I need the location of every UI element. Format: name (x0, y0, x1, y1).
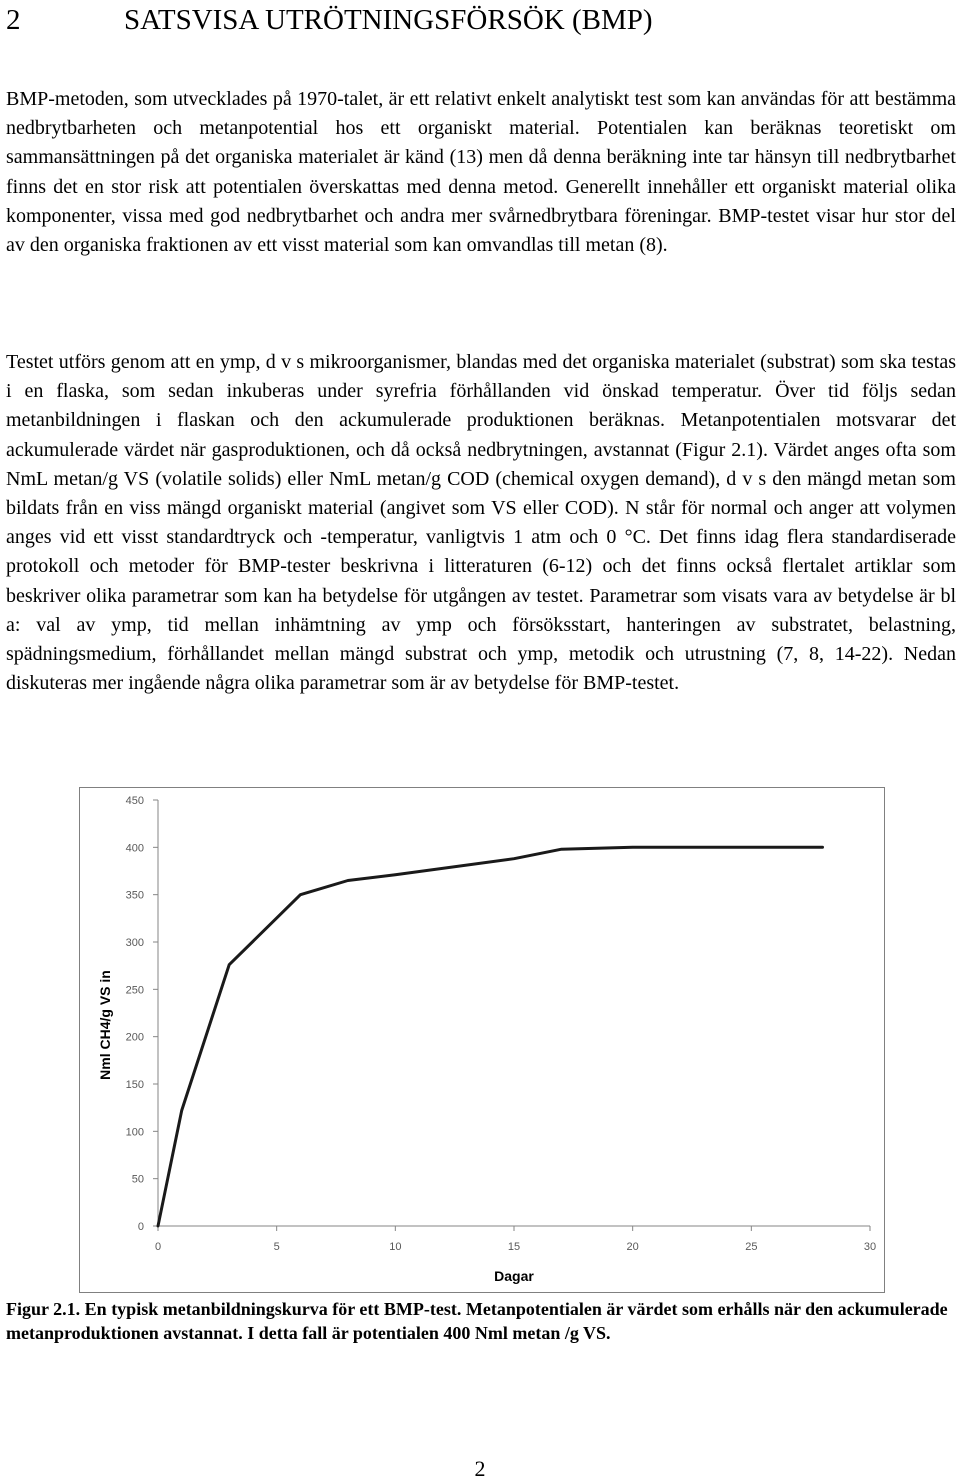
x-tick-label: 15 (507, 1241, 521, 1253)
y-tick-label: 0 (137, 1221, 144, 1233)
section-title: SATSVISA UTRÖTNINGSFÖRSÖK (BMP) (124, 4, 653, 36)
y-tick-label: 150 (125, 1079, 144, 1091)
figure-caption: Figur 2.1. En typisk metanbildningskurva för ett BMP-test. Metanpotentialen är värdet som erhålls när den ackumulerade metanproduktionen avstannat. I detta fall är potentialen 400 Nml metan /g VS. (6, 1299, 948, 1343)
x-tick-label: 10 (389, 1241, 402, 1253)
y-tick-label: 450 (125, 795, 144, 807)
x-tick-label: 25 (745, 1241, 758, 1253)
y-tick-label: 300 (125, 937, 144, 949)
x-tick-label: 30 (863, 1241, 877, 1253)
paragraph-method: Testet utförs genom att en ymp, d v s mikroorganismer, blandas med det organiska materialet (substrat) som ska testas i en flaska, som sedan inkuberas under syrefria förhållanden vid önskad temperatur. Över tid följs sedan metanbildningen i flaskan och den ackumulerade produktionen beräknas. Metanpotentialen motsvarar det ackumulerade värdet när gasproduktionen, och då också nedbrytningen, avstannat (Figur 2.1). Värdet anges ofta som NmL metan/g VS (volatile solids) eller NmL metan/g COD (chemical oxygen demand), d v s den mängd metan som bildats från en viss mängd organiskt material (angivet som VS eller COD). N står för normal och anger att volymen anges vid ett visst standardtryck och -temperatur, vanligtvis 1 atm och 0 °C. Det finns idag flera standardiserade protokoll och metoder för BMP-tester beskrivna i litteraturen (6-12) och det finns också flertalet artiklar som beskriver olika parametrar som kan ha betydelse för utgången av testet. Parametrar som visats vara av betydelse är bl a: val av ymp, tid mellan inhämtning av ymp och försöksstart, hanteringen av substratet, belastning, spädningsmedium, förhållandet mellan mängd substrat och ymp, metodik och utrustning (7, 8, 14-22). Nedan diskuteras mer ingående några olika parametrar som är av betydelse för BMP-testet. (6, 351, 956, 695)
section-heading (6, 2, 653, 38)
series-line (158, 847, 823, 1226)
y-tick-label: 200 (125, 1031, 144, 1044)
x-axis-title: Dagar (494, 1268, 534, 1284)
chart (80, 788, 883, 1291)
section-number: 2 (6, 4, 21, 36)
x-tick-label: 5 (273, 1241, 280, 1253)
page-number: 2 (474, 1456, 486, 1481)
y-tick-label: 100 (125, 1126, 144, 1139)
y-tick-label: 400 (125, 842, 144, 855)
x-tick-label: 20 (626, 1241, 639, 1253)
x-tick-label: 0 (154, 1241, 162, 1253)
figure-methane-curve (79, 787, 885, 1293)
y-tick-label: 350 (125, 889, 144, 902)
y-tick-label: 50 (131, 1173, 144, 1186)
y-tick-label: 250 (125, 984, 144, 997)
paragraph-intro: BMP-metoden, som utvecklades på 1970-talet, är ett relativt enkelt analytiskt test som kan användas för att bestämma nedbrytbarheten och metanpotential hos ett organiskt material. Potentialen kan beräknas teoretiskt om sammansättningen på det organiska materialet är känd (13) men då denna beräkning inte tar hänsyn till nedbrytbarhet finns det en stor risk att potentialen överskattas med denna metod. Generellt innehåller ett organiskt material olika komponenter, vissa med god nedbrytbarhet och andra mer svårnedbrytbara föreningar. BMP-testet visar hur stor del av den organiska fraktionen av ett visst material som kan omvandlas till metan (8). (6, 88, 956, 257)
y-axis-title: Nml CH4/g VS in (97, 970, 113, 1080)
